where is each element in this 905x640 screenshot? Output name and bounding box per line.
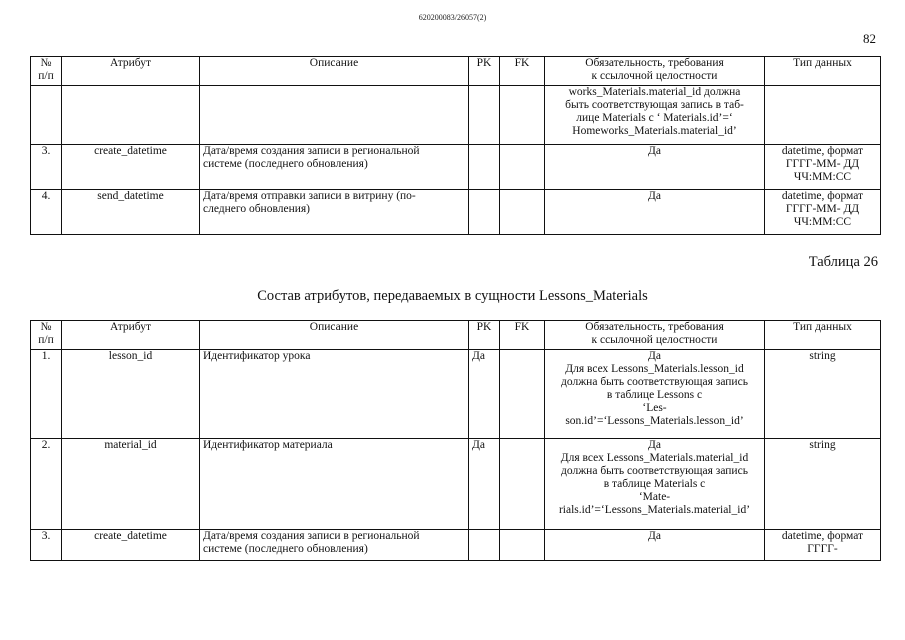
cell-attribute: send_datetime [62,190,200,235]
table-row [31,530,881,561]
table-row [31,439,881,530]
cell-line: works_Materials.material_id должна [568,86,741,98]
cell-line: № [40,57,52,69]
cell-line: следнего обновления) [203,203,311,215]
cell-required [545,145,765,190]
cell-line: ЧЧ:ММ:СС [793,216,852,228]
cell-description [200,190,469,235]
table-row [31,86,881,145]
header-description: Описание [200,57,469,86]
cell-line: быть соответствующая запись в таб- [565,99,744,111]
cell-line: Идентификатор материала [203,439,333,451]
cell-attribute: create_datetime [62,145,200,190]
table-row [31,190,881,235]
cell-line: п/п [38,70,54,82]
cell-line: ‘Les- [642,402,667,414]
cell-number: 3. [31,145,62,190]
cell-line: № [40,321,52,333]
cell-line: системе (последнего обновления) [203,158,368,170]
lessons-materials-attributes-table [30,320,881,561]
cell-fk [500,86,545,145]
cell-line: системе (последнего обновления) [203,543,368,555]
header-fk: FK [500,57,545,86]
cell-description [200,145,469,190]
cell-line: datetime, формат [781,145,864,157]
cell-required [545,439,765,530]
table-row [31,350,881,439]
header-datatype: Тип данных [765,321,881,350]
cell-line: string [809,439,836,451]
cell-line: Дата/время отправки записи в витрину (по- [203,190,416,202]
cell-line: должна быть соответствующая запись [561,465,748,477]
header-pk: PK [469,321,500,350]
cell-line: ГГГГ-ММ- ДД [785,158,860,170]
cell-attribute: material_id [62,439,200,530]
cell-fk [500,530,545,561]
header-fk: FK [500,321,545,350]
cell-line: Дата/время создания записи в региональной [203,145,420,157]
header-attribute: Атрибут [62,57,200,86]
cell-line: к ссылочной целостности [591,334,718,346]
cell-line: Для всех Lessons_Materials.lesson_id [565,363,744,375]
cell-pk [469,530,500,561]
header-pk: PK [469,57,500,86]
cell-pk: Да [469,439,500,530]
cell-pk [469,145,500,190]
cell-pk [469,86,500,145]
cell-line: Да [648,190,661,202]
cell-line: rials.id’=‘Lessons_Materials.material_id’ [558,504,751,516]
cell-required [545,530,765,561]
cell-datatype [765,350,881,439]
cell-line: Идентификатор урока [203,350,311,362]
document-id: 620200083/26057(2) [418,13,487,22]
header-required [545,57,765,86]
cell-line: Для всех Lessons_Materials.material_id [560,452,749,464]
cell-number: 2. [31,439,62,530]
cell-attribute: create_datetime [62,530,200,561]
cell-attribute: lesson_id [62,350,200,439]
cell-datatype [765,86,881,145]
cell-line: Обязательность, требования [585,57,724,69]
header-num [31,57,62,86]
cell-line: ‘Mate- [638,491,671,503]
table-row [31,145,881,190]
cell-line: Да [648,350,661,362]
cell-number: 4. [31,190,62,235]
cell-line: Homeworks_Materials.material_id’ [572,125,737,137]
cell-number: 1. [31,350,62,439]
cell-line: string [809,350,836,362]
page-number: 82 [863,31,876,46]
cell-fk [500,190,545,235]
cell-fk [500,145,545,190]
attributes-table-continued [30,56,881,235]
cell-pk [469,190,500,235]
cell-line: datetime, формат [781,190,864,202]
cell-line: Да [648,530,661,542]
cell-line: лице Materials с ‘ Materials.id’=‘ [576,112,733,124]
cell-pk: Да [469,350,500,439]
cell-number [31,86,62,145]
cell-line: ГГГГ- [807,543,838,555]
cell-line: Да [648,439,661,451]
cell-datatype [765,190,881,235]
cell-line: son.id’=‘Lessons_Materials.lesson_id’ [565,415,744,427]
header-num [31,321,62,350]
cell-fk [500,439,545,530]
table-header-row [31,57,881,86]
cell-required [545,190,765,235]
cell-line: ГГГГ-ММ- ДД [785,203,860,215]
cell-attribute [62,86,200,145]
cell-required [545,350,765,439]
cell-required [545,86,765,145]
cell-number: 3. [31,530,62,561]
cell-line: Да [648,145,661,157]
cell-fk [500,350,545,439]
cell-line: в таблице Lessons с [606,389,703,401]
table-caption: Состав атрибутов, передаваемых в сущности Lessons_Materials [257,288,648,304]
table-number: Таблица 26 [808,254,878,270]
cell-line: Дата/время создания записи в региональной [203,530,420,542]
cell-description [200,530,469,561]
header-description: Описание [200,321,469,350]
cell-description [200,86,469,145]
cell-line: в таблице Materials с [603,478,706,490]
cell-description [200,350,469,439]
header-attribute: Атрибут [62,321,200,350]
cell-line: Обязательность, требования [585,321,724,333]
cell-description [200,439,469,530]
cell-datatype [765,530,881,561]
table-header-row [31,321,881,350]
cell-datatype [765,439,881,530]
cell-line: datetime, формат [781,530,864,542]
cell-line: к ссылочной целостности [591,70,718,82]
header-datatype: Тип данных [765,57,881,86]
cell-line: п/п [38,334,54,346]
cell-line: ЧЧ:ММ:СС [793,171,852,183]
cell-line: должна быть соответствующая запись [561,376,748,388]
cell-datatype [765,145,881,190]
header-required [545,321,765,350]
